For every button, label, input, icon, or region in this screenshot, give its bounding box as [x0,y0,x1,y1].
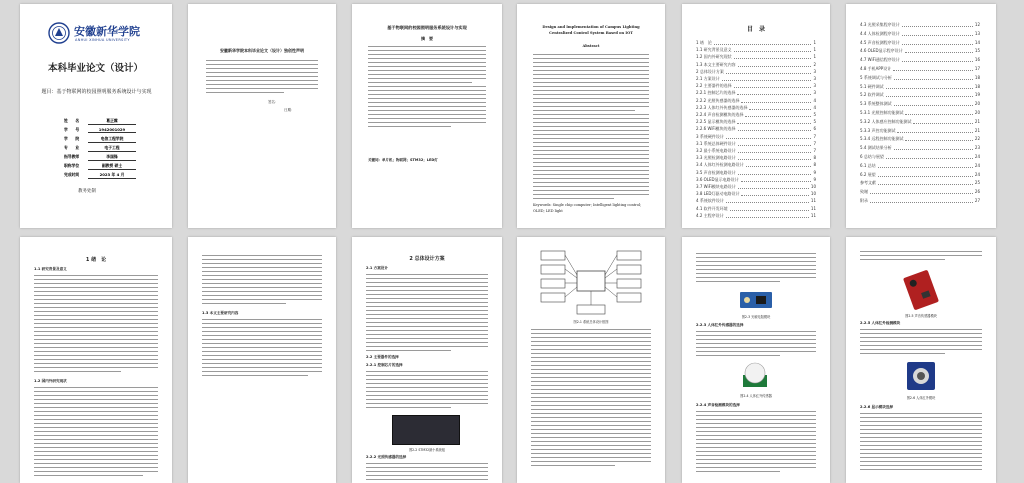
toc-entry[interactable] [860,101,980,107]
abstract-cn-page [352,4,502,228]
toc-entry-page: 1 [813,47,816,53]
toc-leader-dots [745,112,811,117]
toc-entry[interactable] [696,191,816,197]
toc-page-2 [846,4,996,228]
toc-entry[interactable] [696,83,816,89]
toc-entry-label: 3.3 光照检测电路设计 [696,155,736,161]
chapter2-fig-1-caption: 图2-1 系统总体设计框图 [573,320,609,324]
declaration-date: 日期： [284,108,295,112]
toc-entry-page: 4 [813,97,816,103]
toc-leader-dots [878,172,973,177]
chapter1-section-1: 1.1 研究背景及意义 [34,267,67,271]
sensors-body-2 [696,331,816,359]
toc-leader-dots [738,184,809,189]
sensors-fig-2-caption: 图2-4 人体红外传感器 [740,394,772,398]
toc-entry[interactable] [696,47,816,53]
chapter2-section-1: 2.1 方案设计 [366,266,388,270]
cover-topic: 题目：基于物联网的校园照明服务系统设计与实现 [41,89,152,95]
toc-entry[interactable] [860,198,980,204]
chapter1-cont-body-2 [202,319,322,379]
toc-leader-dots [738,141,812,146]
toc-entry-page: 9 [813,169,816,175]
toc-entry[interactable] [860,172,980,178]
toc-entry-label: 4.7 WiFi通信程序设计 [860,57,900,63]
chapter2-title: 2 总体设计方案 [409,256,445,262]
toc-entry-label: 5.3.2 人体感应控制功能测试 [860,118,912,124]
toc-entry-page: 10 [810,184,816,189]
toc-entry[interactable] [860,48,980,54]
toc-entry-label: 1.2 国内外研究现状 [696,54,732,60]
toc-entry-page: 9 [813,176,816,182]
cover-field-value: 1942001029 [88,127,136,133]
toc-entry[interactable] [696,206,816,212]
toc-entry-page: 24 [974,171,980,177]
cover-field-value: 李国锋 [88,154,136,161]
toc-entry[interactable] [860,110,980,116]
toc-leader-dots [746,162,812,167]
toc-entry[interactable] [696,62,816,68]
toc-entry-page: 4 [813,104,816,110]
toc-entry-label: 3.5 声音检测电路设计 [696,169,736,175]
toc-entry-label: 4.5 声音检测程序设计 [860,39,900,45]
toc-entry[interactable] [696,155,816,161]
cover-field-label: 完成时间 [64,172,80,177]
toc-leader-dots [886,154,973,159]
toc-entry-label: 2.2.6 WiFi模块的选择 [696,126,736,132]
cover-field-value: 副教授 硕士 [88,163,136,170]
toc-leader-dots [726,213,809,218]
toc-entry-label: 3.8 LED灯驱动电路设计 [696,191,740,197]
toc-entry[interactable] [860,75,980,81]
toc-entry-page: 23 [974,145,980,151]
cover-field-value: 电子工程 [88,145,136,152]
sensors-section-1: 2.2.3 人体红外传感器的选择 [696,323,744,327]
chapter2-sensors-page [682,237,830,483]
toc-entry-label: 4.4 人体检测程序设计 [860,30,900,36]
toc-entry-page: 14 [974,39,980,45]
toc-entry-label: 5 系统调试与分析 [860,74,892,80]
toc-entry-page: 7 [813,148,816,153]
toc-entry-label: 2.2.4 声音检测模块的选择 [696,112,744,117]
chapter1-cont-body-1 [202,255,322,307]
toc-leader-dots [894,145,973,150]
toc-leader-dots [905,136,972,141]
toc-entry[interactable] [860,119,980,125]
toc-entry[interactable] [696,184,816,190]
toc-entry-page: 3 [813,83,816,89]
sound-sensor-module-image [902,267,940,311]
school-name-en: ANHUI XINHUA UNIVERSITY [75,38,130,42]
cover-field-row [64,172,136,179]
declaration-title: 安徽新华学院本科毕业论文（设计）独创性声明 [220,48,304,53]
toc-entry[interactable] [860,31,980,37]
toc-entry[interactable] [860,145,980,151]
toc-entry[interactable] [860,92,980,98]
toc-entry-page: 11 [810,205,816,211]
toc-entry-page: 21 [974,118,980,124]
cover-field-label: 专 业 [64,145,80,150]
chapter2-section-3: 2.2.1 控制芯片的选择 [366,363,403,367]
cover-page [20,4,172,228]
toc-entry-page: 11 [810,198,816,204]
toc-entry-page: 21 [974,127,980,133]
toc-leader-dots [738,126,812,131]
toc-page-1 [682,4,830,228]
toc-entry[interactable] [696,76,816,82]
toc-entry-label: 2.1 方案设计 [696,76,720,81]
toc-entry[interactable] [696,54,816,60]
toc-entry-page: 5 [813,112,816,117]
toc-entry-page: 8 [813,162,816,168]
chapter2-diagram-body [531,329,651,469]
cover-field-label: 职称学位 [64,163,80,168]
toc-entry-label: 1.3 本文主要研究内容 [696,61,736,67]
toc-leader-dots [878,163,973,168]
cover-field-label: 姓 名 [64,118,80,123]
abstract-en-subtitle: Abstract [582,44,600,48]
toc-entry[interactable] [696,213,816,219]
toc-entry[interactable] [696,170,816,176]
modules-body-2 [860,329,982,357]
cover-field-value: 电信工程学院 [88,136,136,143]
toc-entry-page: 13 [974,30,980,36]
toc-entry[interactable] [696,90,816,96]
toc-entry[interactable] [696,198,816,204]
toc-leader-dots [913,119,972,124]
toc-entry[interactable] [860,84,980,90]
pir-sensor-image [740,361,770,389]
toc-entry[interactable] [860,57,980,63]
toc-entry-page: 3 [813,90,816,96]
toc-entry-page: 24 [974,154,980,159]
toc-entry-label: 4.8 手机APP设计 [860,66,892,71]
toc-entry-page: 27 [974,198,980,203]
system-block-diagram [539,247,643,317]
toc-leader-dots [870,198,973,203]
toc-entry-page: 20 [974,110,980,115]
toc-leader-dots [902,31,973,36]
toc-entry-page: 11 [810,212,816,218]
toc-leader-dots [902,22,973,27]
toc-leader-dots [894,75,973,80]
toc-entry-label: 3.6 OLED显示电路设计 [696,176,739,182]
toc-entry-label: 6 总结与展望 [860,154,884,159]
cover-field-label: 学 号 [64,127,80,132]
toc-entry-label: 2.2.2 光照传感器的选择 [696,97,740,103]
toc-entry-label: 4.6 OLED显示程序设计 [860,48,903,54]
toc-leader-dots [902,40,973,45]
toc-entry[interactable] [696,177,816,183]
toc-leader-dots [738,62,812,67]
cover-footer: 教务处制 [78,189,96,194]
toc-leader-dots [738,155,812,160]
toc-entry[interactable] [860,136,980,142]
toc-entry[interactable] [696,141,816,147]
toc-entry-label: 3.4 人体红外检测电路设计 [696,162,744,168]
abstract-en-keywords: Keywords: Single chip computer; Intelligent lighting control; OLED; LED light [533,203,642,213]
toc-entry[interactable] [860,163,980,169]
toc-entry-page: 1 [813,40,816,45]
toc-entry-label: 1 绪 论 [696,40,712,45]
toc-entry[interactable] [696,134,816,140]
toc-leader-dots [894,101,973,106]
chapter2-body-2 [366,371,488,411]
toc-entry-label: 4.3 光照采集程序设计 [860,22,900,27]
stm32-board-image [392,415,460,445]
chapter2-fig-2-caption: 图2-2 STM32最小系统板 [408,448,446,452]
toc-entry[interactable] [860,40,980,46]
toc-entry-label: 2 总体设计方案 [696,68,724,74]
toc-entry[interactable] [860,189,980,195]
toc-entry-page: 16 [974,57,980,63]
toc-entry-label: 1.1 研究背景及意义 [696,47,732,53]
toc-entry-page: 12 [974,22,980,27]
chapter1-title: 1 绪 论 [85,257,107,263]
toc-entry-page: 2 [813,61,816,67]
sensors-body-1 [696,253,816,285]
toc-leader-dots [902,57,973,62]
toc-entry-page: 15 [974,48,980,54]
abstract-cn-keywords: 关键词：单片机；物联网；STM32；LED灯 [368,158,438,162]
university-seal-logo [48,22,70,44]
toc-leader-dots [726,134,812,139]
toc-entry[interactable] [696,148,816,154]
toc-entry[interactable] [696,162,816,168]
chapter2-page [352,237,502,483]
toc-leader-dots [886,84,973,89]
toc-entry-label: 5.3.4 远程控制功能测试 [860,136,904,142]
toc-entry-label: 3.2 最小系统电路设计 [696,148,736,153]
toc-entry-page: 18 [974,74,980,80]
toc-entry-page: 20 [974,101,980,107]
toc-entry[interactable] [696,98,816,104]
toc-entry-page: 7 [813,140,816,146]
toc-entry-page: 6 [813,126,816,132]
toc-entry-page: 1 [813,54,816,60]
chapter2-section-4: 2.2.2 光照传感器的选择 [366,455,407,459]
abstract-en-title: Design and Implementation of Campus Lighting Centralized Control System Based on IOT [542,25,640,35]
toc-leader-dots [714,40,812,45]
toc-entry[interactable] [696,119,816,125]
toc-leader-dots [738,148,812,153]
cover-field-row [64,136,136,143]
toc-entry-page: 7 [813,133,816,139]
toc-leader-dots [886,92,973,97]
toc-entry-label: 5.3 系统整体测试 [860,101,892,107]
toc-entry[interactable] [696,40,816,46]
toc-entry-label: 2.2.1 控制芯片的选择 [696,90,736,96]
toc-leader-dots [726,69,812,74]
abstract-cn-body [368,46,486,130]
cover-field-value: 葛正霖 [88,118,136,125]
toc-entry-page: 17 [974,66,980,71]
toc-entry-label: 5.1 硬件调试 [860,83,884,89]
toc-entry-label: 6.2 展望 [860,171,876,177]
cover-field-row [64,145,136,152]
toc-leader-dots [870,189,973,194]
chapter1-body-2 [34,387,158,479]
abstract-cn-subtitle: 摘 要 [421,36,433,41]
toc-entry-label: 5.3.1 光照控制功能测试 [860,110,904,115]
toc-entry-label: 3.1 系统总体硬件设计 [696,140,736,146]
chapter1-section-3: 1.3 本文主要研究内容 [202,311,239,315]
toc-entry-page: 26 [974,189,980,195]
toc-leader-dots [734,54,812,59]
toc-leader-dots [726,198,809,203]
toc-leader-dots [905,110,972,115]
toc-leader-dots [734,47,812,52]
toc-title: 目 录 [746,26,765,33]
abstract-en-body [533,54,649,202]
toc-entry[interactable] [696,105,816,111]
doc-type: 本科毕业论文（设计） [48,63,144,74]
cover-field-label: 学 院 [64,136,80,141]
toc-leader-dots [737,119,811,124]
toc-entry[interactable] [696,69,816,75]
toc-leader-dots [738,170,812,175]
toc-leader-dots [737,90,811,95]
toc-leader-dots [741,177,812,182]
abstract-cn-title: 基于物联网的校园照明服务系统设计与实现 [387,25,467,30]
cover-field-value: 2023 年 4 月 [88,172,136,179]
toc-entry-label: 3.7 WiFi模块电路设计 [696,184,736,189]
chapter2-diagram-page [517,237,665,483]
modules-section-1: 2.2.5 人体红外检测模块 [860,321,901,325]
toc-entry[interactable] [696,126,816,132]
light-sensor-module-image [738,289,774,311]
toc-leader-dots [905,48,973,53]
toc-leader-dots [897,128,972,133]
toc-entry-label: 2.2 主要器件的选择 [696,83,732,89]
toc-entry-label: 4 系统软件设计 [696,198,724,204]
toc-entry-label: 附录 [860,198,868,203]
toc-entry-page: 3 [813,76,816,81]
toc-entry[interactable] [860,22,980,28]
chapter2-body-3 [366,463,488,483]
toc-leader-dots [749,105,811,110]
toc-entry-label: 6.1 总结 [860,162,876,168]
toc-entry[interactable] [696,112,816,118]
toc-leader-dots [741,191,808,196]
toc-leader-dots [893,66,973,71]
abstract-en-page [517,4,665,228]
toc-entry-label: 参考文献 [860,180,876,186]
toc-entry-page: 18 [974,83,980,89]
declaration-sign: 签名： [268,100,279,104]
modules-fig-1-caption: 图2-5 声音传感器模块 [905,314,937,318]
toc-leader-dots [878,180,973,185]
chapter2-body-1 [366,274,488,354]
toc-leader-dots [730,206,809,211]
modules-section-2: 2.2.6 显示模块选择 [860,405,894,409]
toc-entry-page: 5 [813,119,816,125]
pir-module-board-image [906,361,936,391]
declaration-body [206,60,318,96]
modules-body-3 [860,413,982,473]
toc-leader-dots [741,98,811,103]
toc-entry-label: 4.1 软件开发环境 [696,205,728,211]
modules-body-1 [860,251,982,263]
toc-entry-page: 22 [974,136,980,142]
chapter1-page [20,237,172,483]
toc-entry-page: 10 [810,191,816,197]
toc-entry[interactable] [860,128,980,134]
chapter1-section-2: 1.2 国内外研究现状 [34,379,67,383]
toc-leader-dots [734,83,812,88]
cover-field-row [64,154,136,161]
toc-entry-label: 5.4 测试结果分析 [860,145,892,151]
toc-entry-label: 5.3.3 声控功能测试 [860,127,896,133]
toc-entry-page: 24 [974,162,980,168]
toc-entry-label: 4.2 主程序设计 [696,212,724,218]
toc-entry[interactable] [860,66,980,72]
toc-entry-page: 25 [974,180,980,186]
toc-entry-label: 2.2.3 人体红外传感器的选择 [696,104,748,110]
chapter1-cont-page [188,237,336,483]
cover-field-row [64,118,136,125]
sensors-body-3 [696,411,816,475]
sensors-fig-1-caption: 图2-3 光敏电阻模块 [741,315,771,319]
cover-field-label: 指导教师 [64,154,80,159]
toc-leader-dots [722,76,812,81]
declaration-page [188,4,336,228]
cover-field-row [64,163,136,170]
toc-entry[interactable] [860,154,980,160]
toc-entry-page: 3 [813,68,816,74]
toc-entry-page: 8 [813,155,816,161]
toc-entry-label: 5.2 软件调试 [860,92,884,98]
chapter2-section-2: 2.2 主要器件的选择 [366,355,399,359]
toc-entry[interactable] [860,180,980,186]
toc-entry-page: 19 [974,92,980,98]
sensors-section-2: 2.2.4 声音检测模块的选择 [696,403,740,407]
modules-fig-2-caption: 图2-6 人体红外模块 [906,396,936,400]
toc-entry-label: 致谢 [860,189,868,195]
toc-entry-label: 3 系统硬件设计 [696,133,724,139]
school-name: 安徽新华学院 [74,25,140,38]
chapter2-modules-page [846,237,996,483]
cover-field-row [64,127,136,133]
chapter1-body-1 [34,275,158,375]
toc-entry-label: 2.2.5 显示模块的选择 [696,119,736,125]
